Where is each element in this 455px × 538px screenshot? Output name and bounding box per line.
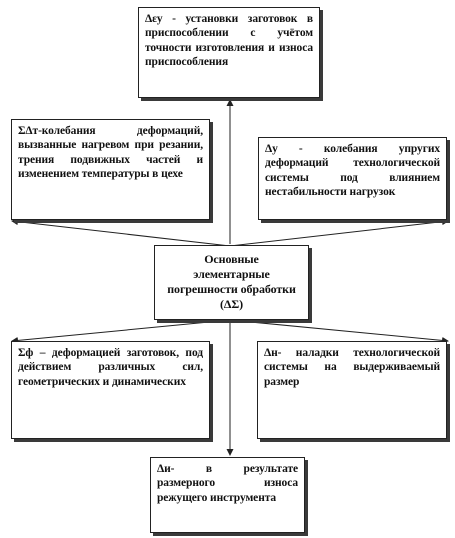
arrow-to-lower-left-box: [12, 320, 230, 341]
center-box: [154, 245, 309, 320]
upper-right-box-text: Δу - колебания упругих деформаций технологической системы под влиянием нестабильности нагрузок: [265, 143, 440, 199]
lower-right-box: [257, 341, 447, 439]
upper-right-box: [258, 137, 447, 220]
lower-left-box: [11, 341, 210, 439]
arrow-to-upper-right-box: [230, 221, 448, 246]
lower-right-box-text: Δн- наладки технологической системы на выдерживаемый размер: [264, 347, 440, 388]
upper-left-box: [11, 119, 210, 220]
top-box: [138, 7, 320, 98]
center-box-text: Основные элементарные погрешности обработки (ΔΣ): [167, 252, 296, 311]
arrow-to-upper-left-box: [12, 221, 230, 246]
upper-left-box-text: ΣΔт-колебания деформаций, вызванные нагревом при резании, трения подвижных частей и изменением температуры в цехе: [18, 125, 203, 181]
bottom-box-text: Δи- в результате размерного износа режущего инструмента: [157, 463, 298, 504]
bottom-box: [150, 457, 305, 533]
lower-left-box-text: Σф – деформацией заготовок, под действием различных сил, геометрических и динамических: [18, 347, 203, 388]
arrow-to-lower-right-box: [230, 320, 448, 341]
top-box-text: Δεу - установки заготовок в приспособлении с учётом точности изготовления и износа приспособления: [145, 13, 313, 69]
